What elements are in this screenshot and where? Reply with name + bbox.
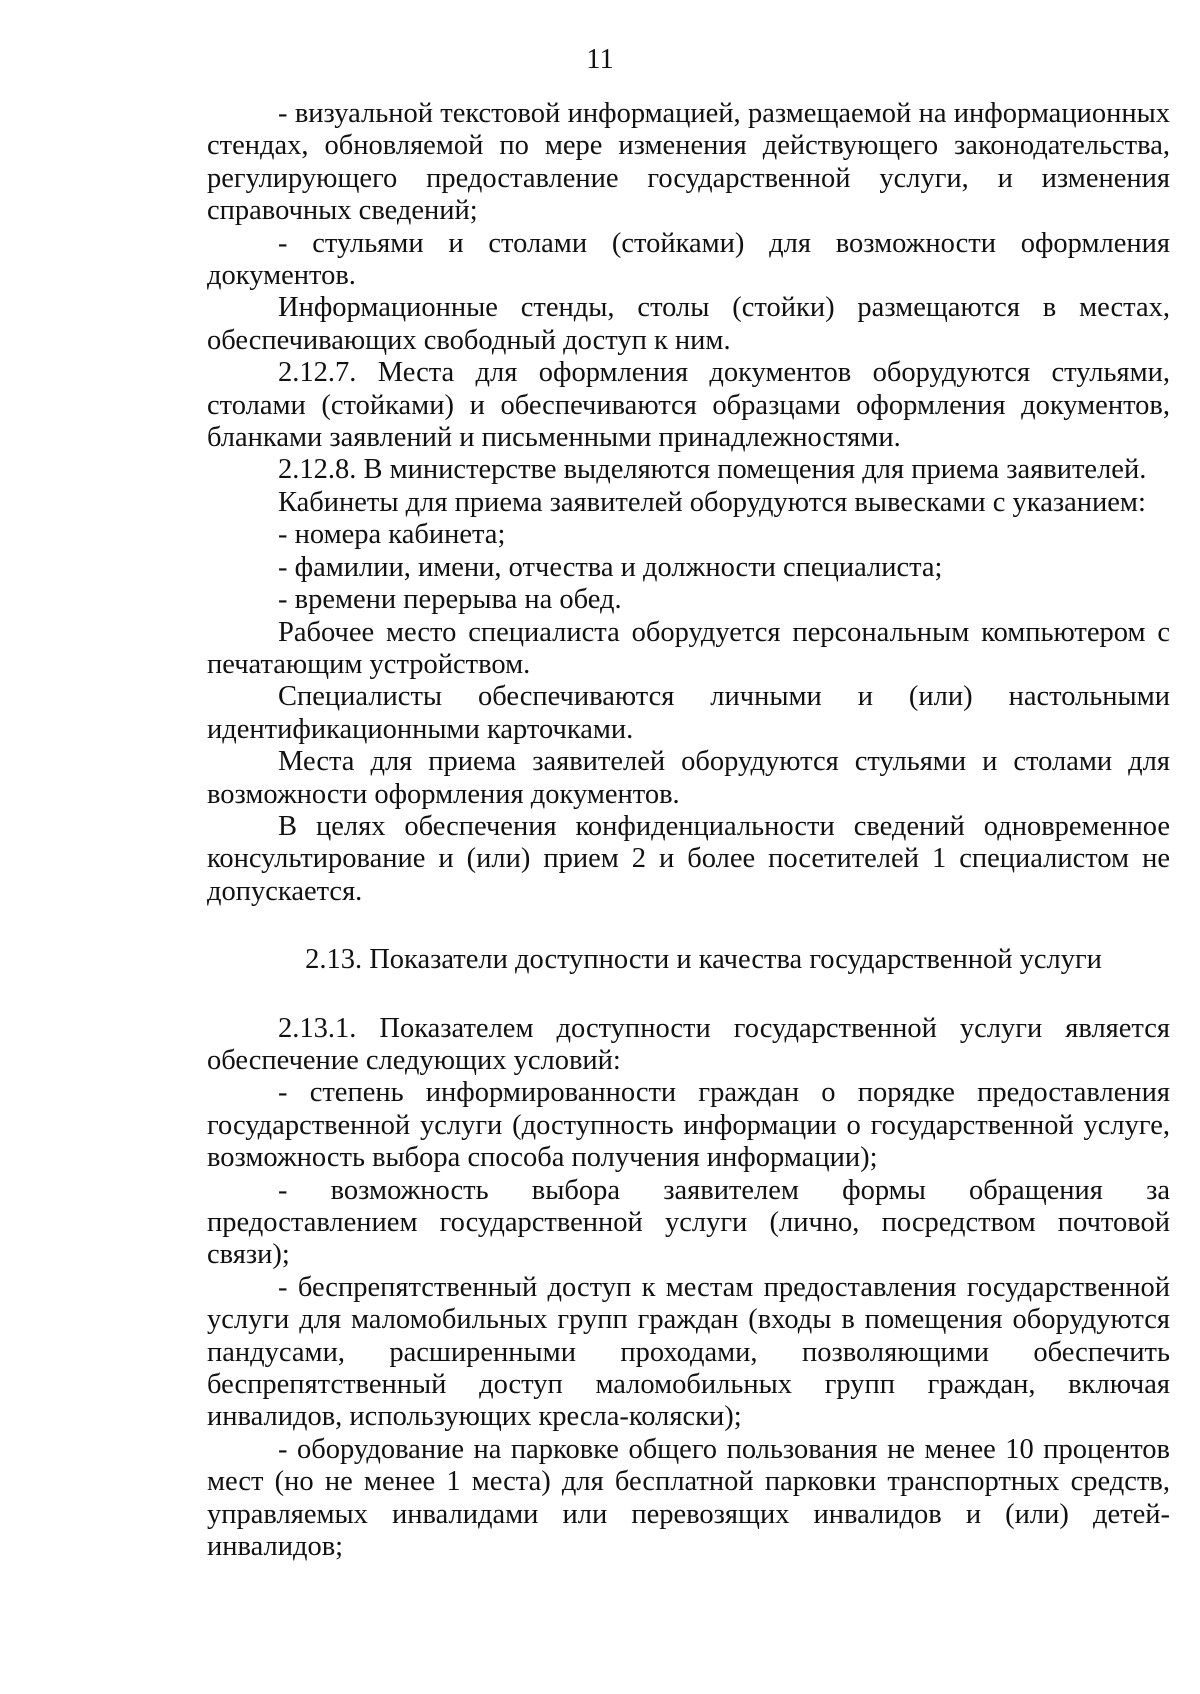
paragraph: - визуальной текстовой информацией, размещаемой на информационных стендах, обновляемой по мере изменения действующего законодательства, регулирующего предоставление государственной услуги, и изменения справочных сведений; [207,98,1170,227]
paragraph: В целях обеспечения конфиденциальности сведений одновременное консультирование и (или) прием 2 и более посетителей 1 специалистом не допускается. [207,810,1170,907]
list-item: - фамилии, имени, отчества и должности специалиста; [278,551,943,583]
page-number: 11 [586,44,614,75]
paragraph: Специалисты обеспечиваются личными и (или) настольными идентификационными карточками. [207,681,1170,745]
paragraph: Места для приема заявителей оборудуются стульями и столами для возможности оформления документов. [207,746,1170,810]
section-heading: 2.13. Показатели доступности и качества государственной услуги [305,944,1102,976]
list-item: - времени перерыва на обед. [278,584,622,616]
list-item: - степень информированности граждан о порядке предоставления государственной услуги (доступность информации о государственной услуге, возможность выбора способа получения информации); [207,1077,1170,1174]
paragraph: Рабочее место специалиста оборудуется персональным компьютером с печатающим устройством. [207,616,1170,680]
paragraph: Информационные стенды, столы (стойки) размещаются в местах, обеспечивающих свободный доступ к ним. [207,292,1170,356]
paragraph: Кабинеты для приема заявителей оборудуются вывесками с указанием: [278,486,1146,518]
paragraph: 2.12.7. Места для оформления документов оборудуются стульями, столами (стойками) и обеспечиваются образцами оформления документов, бланками заявлений и письменными принадлежностями. [207,357,1170,454]
paragraph: - стульями и столами (стойками) для возможности оформления документов. [207,227,1170,292]
list-item: - номера кабинета; [278,519,506,551]
paragraph: 2.12.8. В министерстве выделяются помещения для приема заявителей. [278,454,1147,486]
document-body [207,98,1170,1563]
paragraph: 2.13.1. Показателем доступности государственной услуги является обеспечение следующих условий: [207,1012,1170,1076]
list-item: - оборудование на парковке общего пользования не менее 10 процентов мест (но не менее 1 места) для бесплатной парковки транспортных средств, управляемых инвалидами или перевозящих инвалидов и (или) детей-инвалидов; [207,1433,1170,1563]
list-item: - беспрепятственный доступ к местам предоставления государственной услуги для маломобильных групп граждан (входы в помещения оборудуются пандусами, расширенными проходами, позволяющими обеспечить беспрепятственный доступ маломобильных групп граждан, включая инвалидов, использующих кресла-коляски); [207,1271,1170,1433]
list-item: - возможность выбора заявителем формы обращения за предоставлением государственной услуги (лично, посредством почтовой связи); [207,1174,1170,1271]
